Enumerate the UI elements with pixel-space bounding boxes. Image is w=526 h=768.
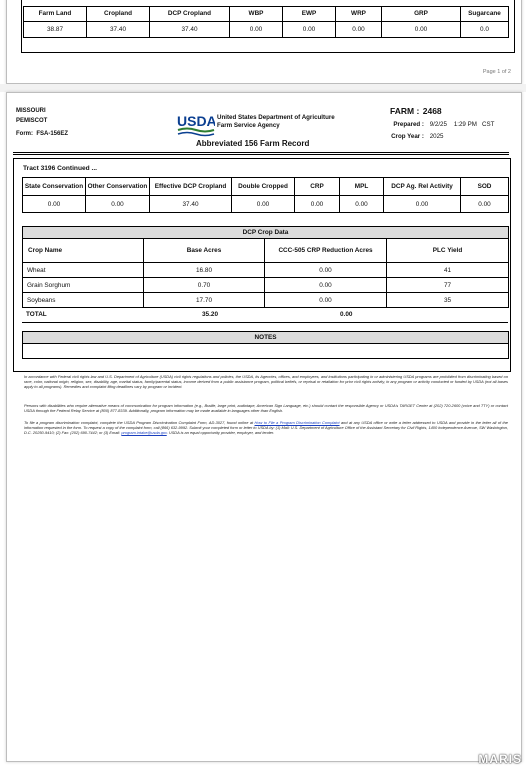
cell-value: 0.00 [461, 196, 509, 213]
agency-line-1: United States Department of Agriculture [217, 114, 335, 121]
header-divider [13, 152, 509, 153]
plc-yield: 41 [387, 263, 509, 278]
base-acres: 16.80 [144, 263, 265, 278]
cell-value: 0.00 [384, 196, 461, 213]
table-row [23, 278, 509, 293]
crop-year-label: Crop Year : [391, 133, 424, 140]
tract-title: Tract 3196 Continued ... [23, 165, 98, 172]
civil-rights-statement: In accordance with Federal civil rights law and U.S. Department of Agriculture (USDA) civil rights regulations and policies, the USDA, its Agencies, offices, and employees, and institutions participating in or administering USDA programs are prohibited from discriminating based on race, color, national origin, religion, sex, disability, age, marital status, family/parental status, income derived from a public assistance program, political beliefs, or reprisal or retaliation for prior civil rights activity, in any program or activity conducted or funded by USDA (not all bases apply to all programs). Remedies and complaint filing deadlines vary by program or incident. [24, 374, 508, 390]
cell-value: 0.00 [86, 196, 150, 213]
col-effective-dcp-cropland: Effective DCP Cropland [150, 178, 232, 196]
cell-value: 0.00 [382, 22, 461, 38]
cell-value: 0.00 [295, 196, 340, 213]
prepared-label: Prepared : [393, 121, 424, 128]
col-crp: CRP [295, 178, 340, 196]
cell-value: 37.40 [150, 22, 230, 38]
agency-name [217, 114, 335, 130]
col-wrp: WRP [336, 7, 382, 22]
col-grp: GRP [382, 7, 461, 22]
col-farm-land: Farm Land [24, 7, 87, 22]
cell-value: 0.0 [461, 22, 509, 38]
complaint-form-link[interactable]: How to File a Program Discrimination Complaint [254, 420, 340, 425]
program-intake-email-link[interactable]: program.intake@usda.gov [121, 430, 167, 436]
dcp-crop-data-header: DCP Crop Data [22, 226, 509, 239]
farm-label: FARM : [390, 106, 420, 116]
cell-value: 0.00 [340, 196, 384, 213]
col-sugarcane: Sugarcane [461, 7, 509, 22]
cell-value: 0.00 [336, 22, 382, 38]
form-id: Form: FSA-156EZ [16, 131, 69, 137]
prepared-date: 9/2/25 [429, 121, 447, 128]
col-ewp: EWP [283, 7, 336, 22]
agency-line-2: Farm Service Agency [217, 122, 280, 129]
col-base-acres: Base Acres [144, 239, 265, 263]
crp-reduction: 0.00 [265, 263, 387, 278]
total-label: TOTAL [26, 311, 47, 318]
farm-land-table [23, 6, 509, 38]
cell-value: 38.87 [24, 22, 87, 38]
col-state-conservation: State Conservation [23, 178, 86, 196]
record-title: Abbreviated 156 Farm Record [196, 139, 310, 148]
table-row [23, 293, 509, 308]
crop-name: Soybeans [23, 293, 144, 308]
total-crp-reduction: 0.00 [340, 311, 353, 318]
cell-value: 0.00 [232, 196, 295, 213]
header-location [16, 106, 68, 139]
usda-logo-text: USDA [177, 113, 215, 129]
accessibility-statement: Persons with disabilities who require alternative means of communication for program information (e.g., Braille, large print, audiotape, American Sign Language, etc.) should contact the responsible Agency or USDA's TARGET Center at (202) 720-2600 (voice and TTY) or contact USDA through the Federal Relay Service at (800) 877-8339. Additionally, program information may be made available in languages other than English. [24, 403, 508, 414]
col-wbp: WBP [230, 7, 283, 22]
total-underline [22, 322, 508, 323]
crp-reduction: 0.00 [265, 293, 387, 308]
base-acres: 17.70 [144, 293, 265, 308]
crop-year-value: 2025 [429, 133, 444, 140]
header-divider [13, 154, 509, 155]
col-double-cropped: Double Cropped [232, 178, 295, 196]
col-crp-reduction-acres: CCC-505 CRP Reduction Acres [265, 239, 387, 263]
plc-yield: 35 [387, 293, 509, 308]
col-sod: SOD [461, 178, 509, 196]
page-gap [0, 84, 526, 92]
col-dcp-cropland: DCP Cropland [150, 7, 230, 22]
base-acres: 0.70 [144, 278, 265, 293]
col-plc-yield: PLC Yield [387, 239, 509, 263]
notes-header: NOTES [22, 331, 509, 344]
col-mpl: MPL [340, 178, 384, 196]
county-name: PEMISCOT [16, 118, 48, 124]
col-dcp-ag-rel-activity: DCP Ag. Rel Activity [384, 178, 461, 196]
tract-table [22, 177, 509, 213]
table-row [23, 263, 509, 278]
farm-number: 2468 [422, 106, 442, 116]
total-base-acres: 35.20 [202, 311, 218, 318]
cell-value: 0.00 [23, 196, 86, 213]
plc-yield: 77 [387, 278, 509, 293]
farm-info [380, 105, 494, 143]
notes-box [22, 343, 509, 359]
crop-name: Grain Sorghum [23, 278, 144, 293]
cell-value: 37.40 [87, 22, 150, 38]
crop-name: Wheat [23, 263, 144, 278]
col-cropland: Cropland [87, 7, 150, 22]
col-other-conservation: Other Conservation [86, 178, 150, 196]
cell-value: 0.00 [230, 22, 283, 38]
complaint-statement: To file a program discrimination complaint, complete the USDA Program Discrimination Complaint Form, AD-3027, found online at How to File a Program Discrimination Complaint and at any USDA office or write a letter addressed to USDA and provide in the letter all of the information requested in the form. To request a copy of the complaint form, call (866) 632-9992. Submit your completed form or letter to USDA by: (1) Mail: U.S. Department of Agriculture Office of the Assistant Secretary for Civil Rights, 1400 Independence Avenue, SW Washington, D.C. 20250-9410; (2) Fax: (202) 690-7442; or (3) Email: program.intake@usda.gov. USDA is an equal opportunity provider, employer, and lender. [24, 420, 508, 436]
prepared-time: 1:29 PM [453, 121, 477, 128]
dcp-crop-table [22, 238, 509, 308]
prepared-timezone: CST [482, 121, 495, 128]
watermark: MARIS [478, 752, 522, 766]
page-number: Page 1 of 2 [482, 69, 511, 75]
state-name: MISSOURI [16, 108, 46, 114]
col-crop-name: Crop Name [23, 239, 144, 263]
cell-value: 0.00 [283, 22, 336, 38]
cell-value: 37.40 [150, 196, 232, 213]
crp-reduction: 0.00 [265, 278, 387, 293]
